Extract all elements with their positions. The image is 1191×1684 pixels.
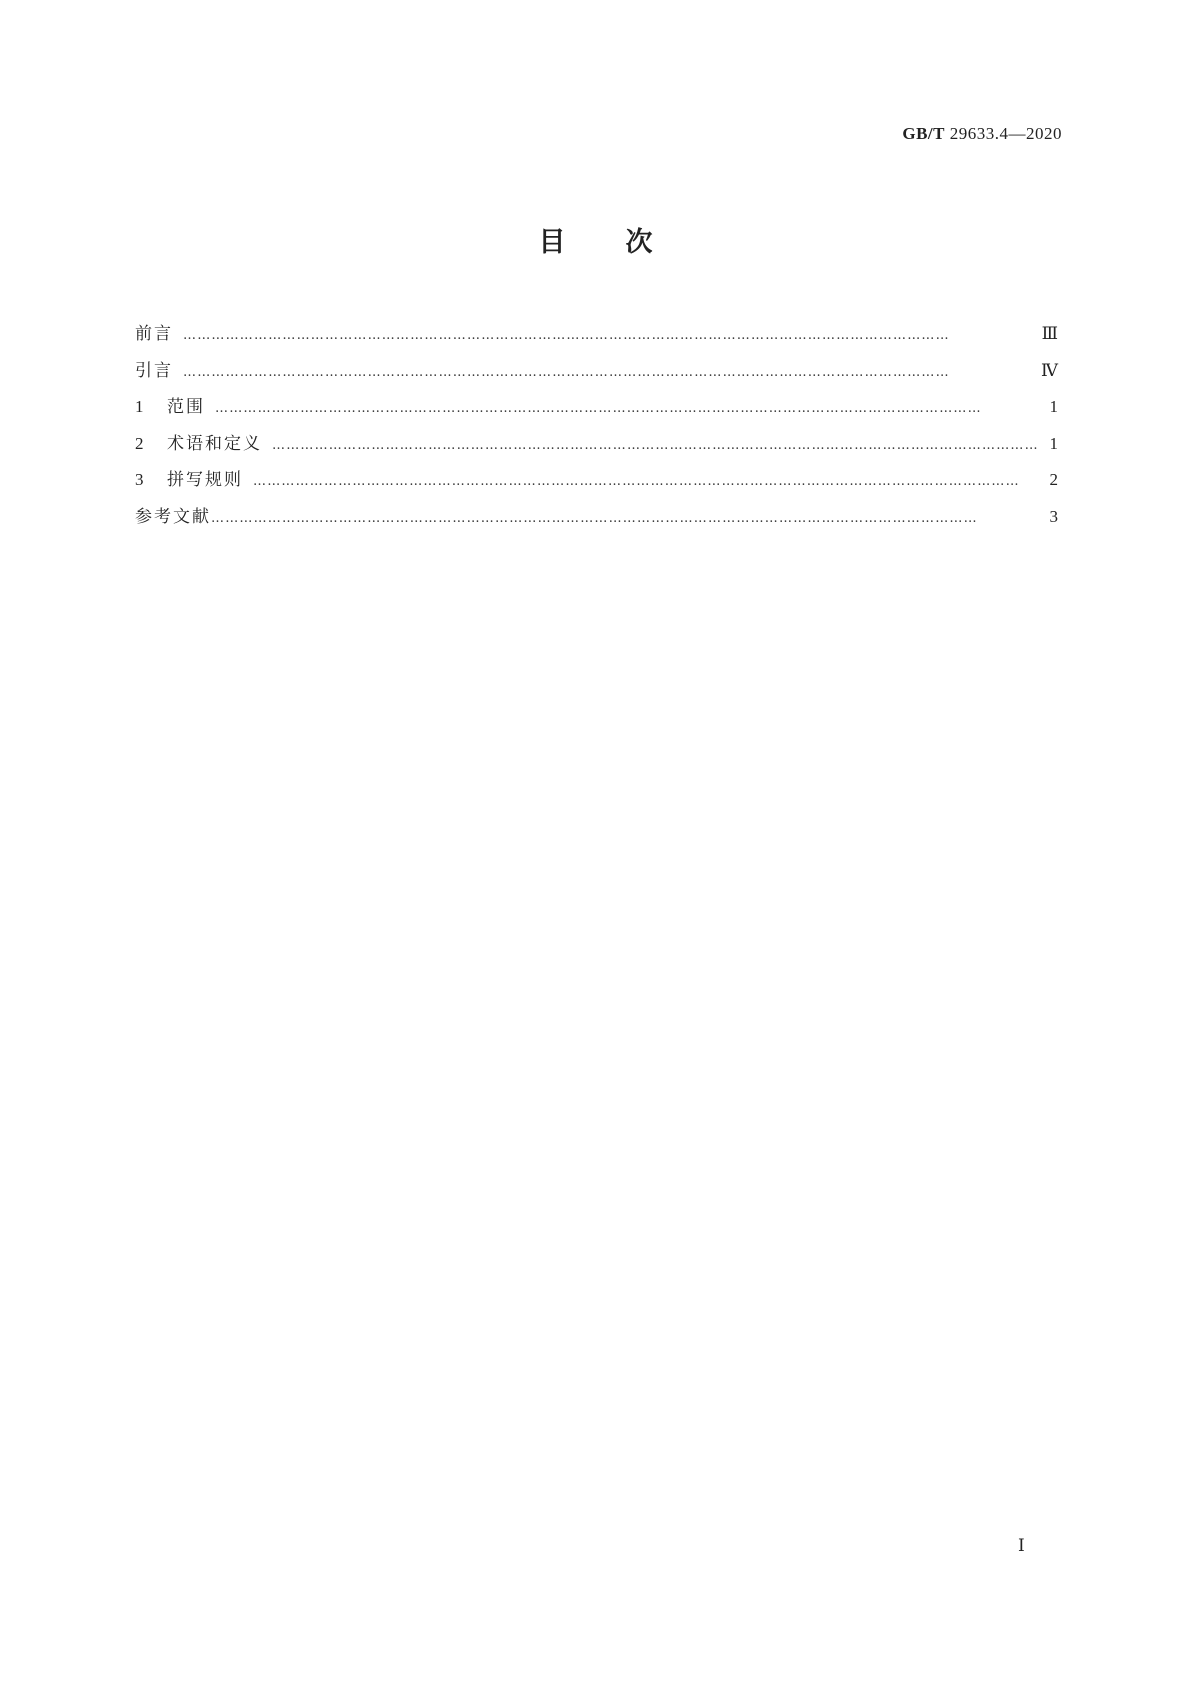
toc-entry-foreword[interactable]	[135, 323, 1058, 360]
toc-entry-terms[interactable]	[135, 433, 1058, 470]
toc-leader-dots: ………………………………………………………………………………………………………………………………………………	[183, 364, 950, 380]
standard-number-value: 29633.4—2020	[949, 124, 1062, 143]
toc-leader-dots: ………………………………………………………………………………………………………………………………………………	[272, 437, 1039, 453]
toc-entry-bibliography[interactable]	[135, 506, 1058, 543]
toc-entry-page: 2	[1049, 470, 1058, 489]
toc-entry-page: Ⅲ	[1041, 324, 1058, 343]
toc-entry-spelling-rules[interactable]	[135, 469, 1058, 506]
page-title: 目次	[538, 227, 713, 258]
toc-entry-number: 3	[135, 470, 144, 489]
toc-leader-dots: ………………………………………………………………………………………………………………………………………………	[215, 401, 982, 416]
standard-code: GB/T	[902, 124, 945, 143]
toc-entry-label: 术语和定义	[167, 433, 262, 454]
toc-entry-label: 引言	[135, 360, 173, 381]
toc-entry-page: Ⅳ	[1041, 360, 1058, 380]
table-of-contents	[135, 323, 1058, 542]
toc-entry-scope[interactable]	[135, 396, 1058, 433]
page-number: Ⅰ	[1018, 1536, 1025, 1555]
toc-entry-page: 1	[1049, 397, 1058, 416]
toc-entry-label: 拼写规则	[167, 470, 243, 490]
toc-entry-introduction[interactable]	[135, 360, 1058, 397]
toc-entry-page: 1	[1049, 433, 1058, 453]
toc-entry-number: 1	[135, 397, 144, 416]
standard-number	[902, 124, 1062, 144]
toc-entry-number: 2	[135, 433, 144, 453]
toc-leader-dots: ………………………………………………………………………………………………………………………………………………	[211, 510, 978, 526]
toc-leader-dots: ………………………………………………………………………………………………………………………………………………	[183, 328, 950, 343]
toc-entry-label: 参考文献	[135, 506, 211, 527]
toc-leader-dots: ………………………………………………………………………………………………………………………………………………	[253, 474, 1020, 489]
toc-entry-page: 3	[1049, 506, 1058, 526]
toc-entry-label: 前言	[135, 324, 173, 344]
toc-entry-label: 范围	[167, 397, 205, 417]
